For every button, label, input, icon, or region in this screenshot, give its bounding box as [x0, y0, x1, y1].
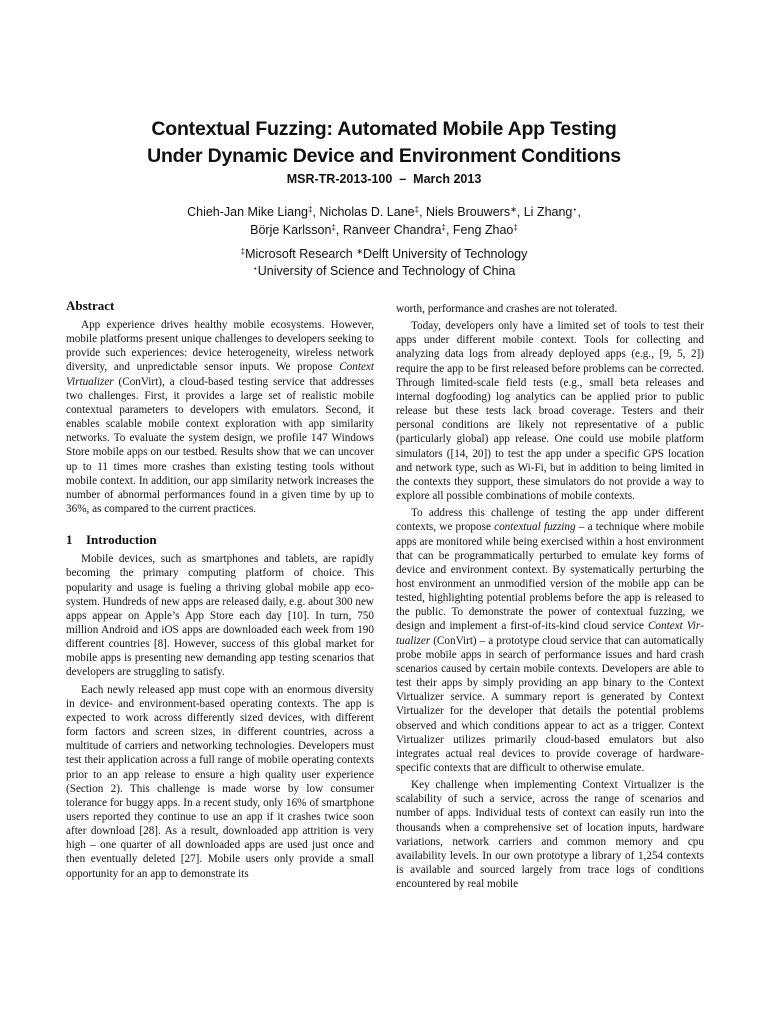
- paper-title: [60, 116, 708, 170]
- title-line-1: Contextual Fuzzing: Automated Mobile App Testing: [151, 118, 617, 140]
- affiliation-name: Microsoft Research: [245, 247, 353, 261]
- author-affiliation-mark: ‡: [441, 223, 446, 232]
- body-paragraph: worth, performance and crashes are not tolerated.: [396, 303, 618, 315]
- report-separator: –: [399, 172, 407, 186]
- emphasis-text: contextual fuzzing: [494, 521, 576, 534]
- emphasis-text: Context Virtualizer: [66, 361, 374, 388]
- section-heading: [66, 532, 374, 548]
- body-paragraph: Mobile devices, such as smartphones and tablets, are rapidly becoming the primary computing platform of choice. This popularity and usage is fueling a thriving global mobile app eco-system. Hundreds of new apps are released daily, e.g. about 300 new apps appear on Apple’s App Store each day [10]. In turn, 750 million Android and iOS apps are downloaded each week from 190 different countries [8]. However, success of this global market for mobile apps is presenting new demanding app testing scenarios that developers are struggling to satisfy.: [66, 553, 374, 679]
- right-column: [396, 302, 704, 891]
- report-id: MSR-TR-2013-100: [286, 172, 393, 186]
- abstract-paragraph: App experience drives healthy mobile ecosystems. However, mobile platforms present unique challenges to developers seeking to provide such experiences: device heterogeneity, wireless network diversity, and unpredictable sensor inputs. We propose Context Virtualizer (ConVirt), a cloud-based testing service that addresses two challenges. First, it provides a large set of realistic mobile contextual parameters to developers with emulators. Second, it enables scalable mobile context exploration with app similarity networks. To evaluate the system design, we profile 147 Windows Store mobile apps on our testbed. Results show that we can uncover up to 11 times more crashes than existing testing tools without mobile context. In addition, our app similarity network increases the number of abnormal performances found in a given time by up to 36%, as compared to the current practices.: [66, 319, 374, 516]
- author-line-2: Börje Karlsson‡, Ranveer Chandra‡, Feng Zhao‡: [250, 223, 518, 237]
- author-name: Chieh-Jan Mike Liang: [187, 205, 308, 219]
- author-name: Feng Zhao: [452, 223, 514, 237]
- author-list: [0, 203, 768, 239]
- author-affiliation-mark: ‡: [308, 205, 313, 214]
- affiliation-list: [0, 246, 768, 280]
- report-number: [0, 172, 768, 186]
- affiliation-mark: ⋆: [252, 264, 258, 273]
- affiliation-mark: ‡: [240, 247, 246, 256]
- author-line-1: Chieh-Jan Mike Liang‡, Nicholas D. Lane‡, Niels Brouwers∗, Li Zhang⋆,: [187, 205, 581, 219]
- author-affiliation-mark: ‡: [331, 223, 336, 232]
- abstract-heading: Abstract: [66, 298, 115, 313]
- body-paragraph: Today, developers only have a limited set of tools to test their apps under different mobile context. Tools for collecting and analyzing data logs from already deployed apps (e.g., [9, 5, 2]) require the app to be first released before problems can be corrected. Through limited-scale field tests (e.g., small beta releases and internal dogfooding) log analytics can be applied prior to public release but these tests lack broad coverage. Testers and their personal conditions are likely not representative of a public (particularly global) app release. One could use mobile platform simulators ([14, 20]) to test the app under a specific GPS location and network type, such as Wi-Fi, but in addition to being limited in the contexts they support, these simulators do not provide a way to explore all possible combinations of mobile contexts.: [396, 320, 704, 503]
- author-name: Ranveer Chandra: [342, 223, 442, 237]
- author-name: Nicholas D. Lane: [319, 205, 415, 219]
- report-date: March 2013: [413, 172, 482, 186]
- author-name: Börje Karlsson: [250, 223, 332, 237]
- affiliation-mark: ∗: [356, 247, 363, 256]
- author-affiliation-mark: ∗: [510, 205, 517, 214]
- author-name: Niels Brouwers: [426, 205, 511, 219]
- left-column: [66, 298, 374, 881]
- author-name: Li Zhang: [523, 205, 573, 219]
- affiliation-name: Delft University of Technology: [362, 247, 528, 261]
- emphasis-text: Context Virtualizer: [396, 620, 705, 647]
- affiliation-line-2: [0, 263, 768, 280]
- affiliation-line-1: [0, 246, 768, 263]
- author-affiliation-mark: ⋆: [572, 205, 578, 214]
- body-paragraph: To address this challenge of testing the app under different contexts, we propose contextual fuzzing – a technique where mobile apps are monitored while being exercised within a host environment that can be programmatically perturbed to emulate key forms of device and environment context. By systematically perturbing the host environment an unmodified version of the mobile app can be tested, highlighting potential problems before the app is released to the public. To demonstrate the power of contextual fuzzing, we design and implement a first-of-its-kind cloud service Context Virtualizer (ConVirt) – a prototype cloud service that can automatically probe mobile apps in search of performance issues and hard crash scenarios caused by certain mobile contexts. Developers are able to test their apps by simply providing an app binary to the Context Virtualizer service. A summary report is generated by Context Virtualizer for the developer that details the potential problems observed and which conditions appear to act as a trigger. Context Virtualizer utilizes primarily cloud-based emulators but also integrates actual real devices to provide coverage of hardware-specific contexts that are difficult to otherwise emulate.: [396, 507, 705, 774]
- title-line-2: Under Dynamic Device and Environment Conditions: [147, 145, 621, 167]
- body-paragraph: Each newly released app must cope with an enormous diversity in device- and environment-based operating contexts. The app is expected to work across differently sized devices, with different form factors and screen sizes, in different countries, across a multitude of carriers and networking technologies. Developers must test their application across a full range of mobile operating contexts prior to an app release to ensure a high quality user experience (Section 2). This challenge is made worse by low consumer tolerance for buggy apps. In a recent study, only 16% of smartphone users reported they continue to use an app if it crashes twice soon after download [28]. As a result, downloaded app attrition is very high – one quarter of all downloaded apps are used just once and then eventually deleted [27]. Mobile users only provide a small opportunity for an app to demonstrate its: [66, 683, 374, 880]
- section-title: Introduction: [86, 532, 157, 548]
- author-affiliation-mark: ‡: [414, 205, 420, 214]
- body-paragraph: Key challenge when implementing Context Virtualizer is the scalability of such a service, across the range of scenarios and number of apps. Individual tests of context can easily run into the thousands when a comprehensive set of location inputs, hardware variations, network carriers and common memory and cpu availability levels. In our own prototype a library of 1,254 contexts is available and sourced largely from trace logs of conditions encountered by real mobile: [396, 779, 704, 891]
- affiliation-name: University of Science and Technology of China: [257, 264, 516, 278]
- section-number: 1: [66, 532, 73, 548]
- author-affiliation-mark: ‡: [513, 223, 518, 232]
